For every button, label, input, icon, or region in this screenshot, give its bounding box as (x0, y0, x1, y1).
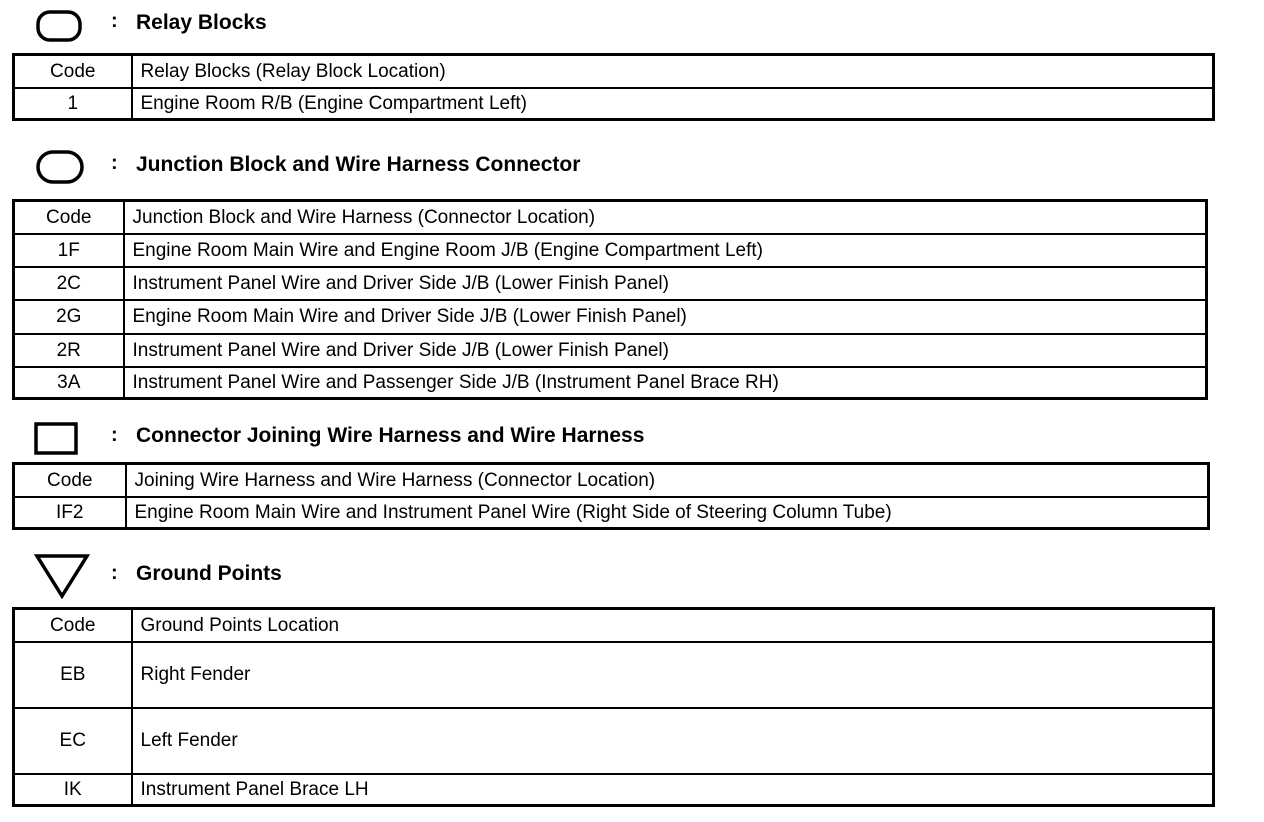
row-code: 1 (14, 88, 132, 120)
section-title: Relay Blocks (136, 11, 267, 34)
column-header-location: Joining Wire Harness and Wire Harness (Connector Location) (126, 464, 1209, 497)
row-code: EB (14, 642, 132, 708)
row-code: 2R (14, 334, 124, 367)
section-colon: : (111, 10, 118, 32)
row-code: 3A (14, 367, 124, 399)
table-header-row (14, 609, 1214, 642)
oval-icon (36, 150, 84, 184)
section-colon: : (111, 424, 118, 446)
section-header-connector-joining (0, 418, 1000, 458)
row-location: Instrument Panel Wire and Passenger Side J/B (Instrument Panel Brace RH) (124, 367, 1207, 399)
table-row (14, 642, 1214, 708)
section-colon: : (111, 562, 118, 584)
table-row (14, 497, 1209, 529)
row-code: 2G (14, 300, 124, 334)
table-row (14, 300, 1207, 334)
table-row (14, 88, 1214, 120)
row-code: IK (14, 774, 132, 806)
row-location: Engine Room Main Wire and Engine Room J/B (Engine Compartment Left) (124, 234, 1207, 267)
row-location: Engine Room Main Wire and Driver Side J/B (Lower Finish Panel) (124, 300, 1207, 334)
row-location: Engine Room R/B (Engine Compartment Left) (132, 88, 1214, 120)
ground-points-table (12, 607, 1215, 807)
row-code: EC (14, 708, 132, 774)
section-header-ground-points (0, 553, 1000, 593)
table-row (14, 267, 1207, 300)
junction-block-table (12, 199, 1208, 400)
rounded-rectangle-icon (36, 10, 82, 42)
column-header-code: Code (14, 609, 132, 642)
table-header-row (14, 201, 1207, 234)
section-title: Connector Joining Wire Harness and Wire Harness (136, 424, 645, 447)
table-row (14, 708, 1214, 774)
section-title: Junction Block and Wire Harness Connector (136, 153, 581, 176)
table-row (14, 234, 1207, 267)
table-header-row (14, 464, 1209, 497)
row-location: Instrument Panel Wire and Driver Side J/B (Lower Finish Panel) (124, 334, 1207, 367)
rectangle-icon (34, 422, 78, 456)
column-header-location: Relay Blocks (Relay Block Location) (132, 55, 1214, 88)
column-header-location: Ground Points Location (132, 609, 1214, 642)
row-code: IF2 (14, 497, 126, 529)
table-row (14, 334, 1207, 367)
column-header-location: Junction Block and Wire Harness (Connector Location) (124, 201, 1207, 234)
relay-blocks-table (12, 53, 1215, 121)
connector-joining-table (12, 462, 1210, 530)
column-header-code: Code (14, 464, 126, 497)
table-header-row (14, 55, 1214, 88)
section-colon: : (111, 152, 118, 174)
row-location: Right Fender (132, 642, 1214, 708)
row-location: Instrument Panel Wire and Driver Side J/B (Lower Finish Panel) (124, 267, 1207, 300)
row-location: Instrument Panel Brace LH (132, 774, 1214, 806)
row-code: 1F (14, 234, 124, 267)
section-title: Ground Points (136, 562, 282, 585)
row-location: Engine Room Main Wire and Instrument Panel Wire (Right Side of Steering Column Tube) (126, 497, 1209, 529)
section-header-relay-blocks (0, 4, 1000, 44)
table-row (14, 774, 1214, 806)
column-header-code: Code (14, 201, 124, 234)
row-code: 2C (14, 267, 124, 300)
column-header-code: Code (14, 55, 132, 88)
section-header-junction-block (0, 146, 1000, 186)
table-row (14, 367, 1207, 399)
inverted-triangle-icon (34, 553, 90, 599)
row-location: Left Fender (132, 708, 1214, 774)
